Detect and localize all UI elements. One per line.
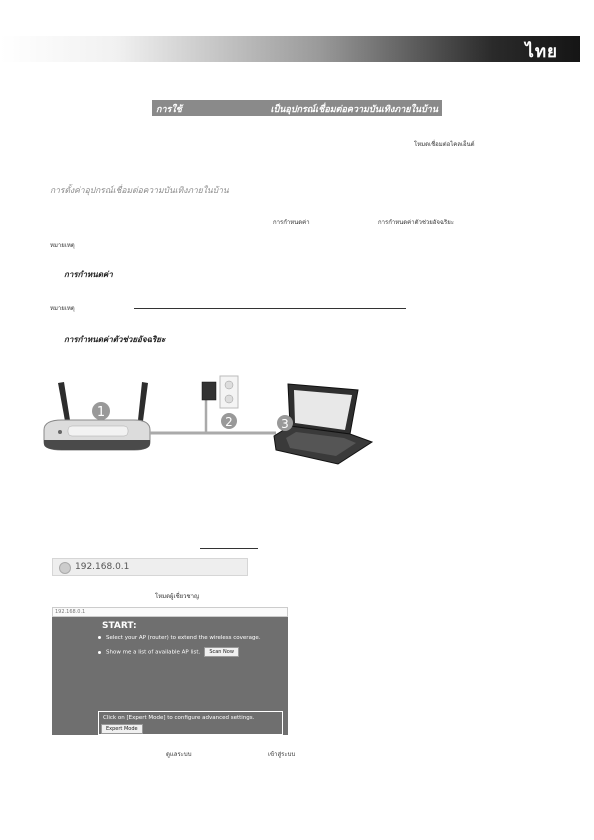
option-extend [98, 635, 261, 641]
option-settings: การกำหนดค่า [273, 219, 310, 226]
router-icon [44, 420, 150, 450]
scan-now-button[interactable]: Scan Now [204, 647, 239, 657]
option-wizard: การกำหนดค่าตัวช่วยอัจฉริยะ [378, 219, 454, 226]
option-extend-text: Select your AP (router) to extend the wireless coverage. [106, 635, 261, 641]
power-adapter-icon [202, 376, 238, 408]
login-label: เข้าสู่ระบบ [268, 751, 296, 758]
expert-mode-button[interactable]: Expert Mode [101, 724, 143, 734]
settings-heading: การกำหนดค่า [64, 270, 113, 279]
screenshot-address: 192.168.0.1 [52, 607, 288, 617]
expert-hint: Click on [Expert Mode] to configure advanced settings. [103, 715, 255, 721]
client-mode-label: โหมดเชื่อมต่อไคลเอ็นต์ [414, 141, 475, 148]
setup-heading: การตั้งค่าอุปกรณ์เชื่อมต่อความบันเทิงภายในบ้าน [50, 186, 229, 196]
expert-mode-caption: โหมดผู้เชี่ยวชาญ [155, 593, 200, 600]
header-bar [0, 36, 580, 62]
option-scan-text: Show me a list of available AP list. [106, 649, 201, 656]
note-label-1: หมายเหตุ [50, 242, 75, 249]
language-label: ไทย [525, 42, 558, 62]
bullet-icon [98, 636, 101, 639]
wizard-heading: การกำหนดค่าตัวช่วยอัจฉริยะ [64, 335, 166, 344]
start-title: START: [102, 621, 137, 631]
link-underline [200, 548, 258, 549]
step-badge-3 [277, 415, 293, 431]
address-text: 192.168.0.1 [75, 562, 130, 572]
underline-rule [134, 308, 406, 309]
step-badge-2 [221, 413, 237, 429]
admin-label: ดูแลระบบ [166, 751, 192, 758]
svg-text:3: 3 [281, 417, 289, 431]
setup-wizard-panel [52, 617, 288, 735]
section-title-bar [152, 100, 442, 116]
expert-mode-box [98, 711, 283, 735]
step-badge-1 [92, 402, 110, 420]
note-label-2: หมายเหตุ [50, 305, 75, 312]
option-scan [98, 647, 239, 657]
browser-address-bar[interactable] [52, 558, 248, 576]
svg-text:2: 2 [225, 415, 233, 429]
globe-icon [59, 562, 71, 574]
title-part1: การใช้ [156, 105, 182, 115]
title-part2: เป็นอุปกรณ์เชื่อมต่อความบันเทิงภายในบ้าน [270, 105, 438, 115]
svg-text:1: 1 [96, 405, 106, 420]
bullet-icon [98, 651, 101, 654]
connection-diagram [38, 370, 378, 470]
